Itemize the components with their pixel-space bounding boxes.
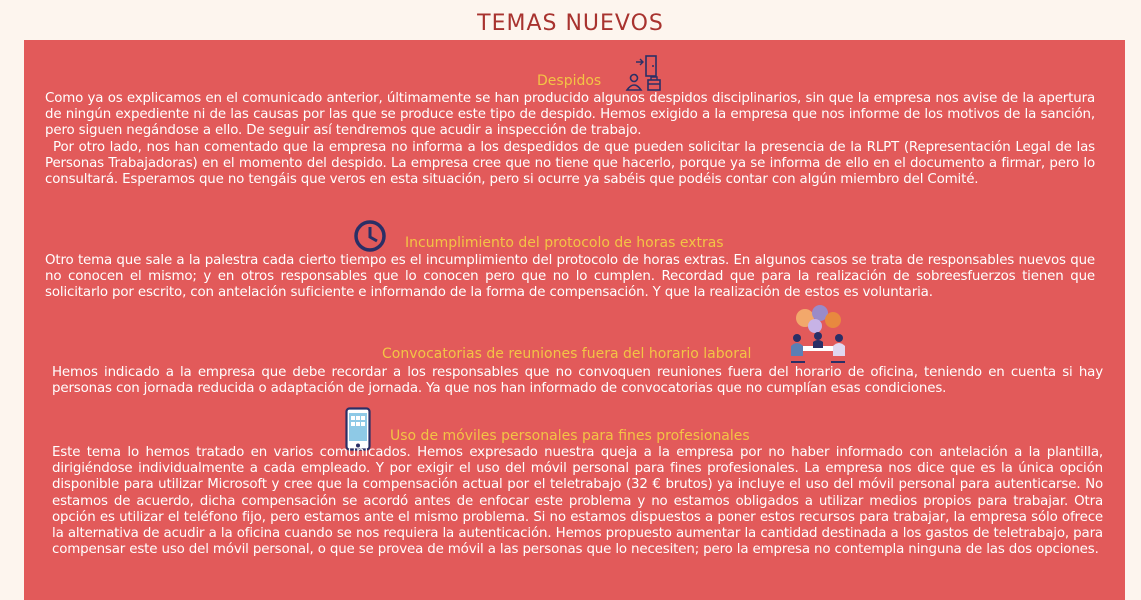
- section-body-horas-extras: [45, 253, 1095, 302]
- layoff-person-door-icon: [622, 54, 666, 94]
- section-body-despidos: [45, 91, 1095, 188]
- paragraph: Como ya os explicamos en el comunicado anterior, últimamente se han producido algunos despidos disciplinarios, sin que la empresa nos avise de la apertura de ningún expediente ni de las causas por las que se produce este tipo de despido. Hemos exigido a la empresa que nos informe de los motivos de la sanción, pero siguen negándose a ello. De seguir así tendremos que acudir a inspección de trabajo.: [45, 91, 1095, 139]
- paragraph: Este tema lo hemos tratado en varios comunicados. Hemos expresado nuestra queja a la empresa por no haber informado con antelación a la plantilla, dirigiéndose individualmente a cada empleado. Y por exigir el uso del móvil personal para fines profesionales. La empresa nos dice que es la única opción disponible para utilizar Microsoft y cree que la compensación actual por el teletrabajo (32 € brutos) ya incluye el uso del móvil personal para autenticarse. No estamos de acuerdo, dicha compensación se acordó antes de enfocar este problema y no estamos obligados a utilizar medios propios para trabajar. Otra opción es utilizar el teléfono fijo, pero estamos ante el mismo problema. Si no estamos dispuestos a poner estos recursos para trabajar, la empresa sólo ofrece la alternativa de acudir a la oficina cuando se nos requiera la autenticación. Hemos propuesto aumentar la cantidad destinada a los gastos de teletrabajo, para compensar este uso del móvil personal, o que se provea de móvil a las personas que lo necesiten; pero la empresa no contempla ninguna de las dos opciones.: [52, 445, 1103, 558]
- section-heading-reuniones: Convocatorias de reuniones fuera del horario laboral: [382, 346, 752, 362]
- paragraph: Otro tema que sale a la palestra cada cierto tiempo es el incumplimiento del protocolo de horas extras. En algunos casos se trata de responsables nuevos que no conocen el mismo; y en otros responsables que lo conocen pero que no lo cumplen. Recordad que para la realización de sobreesfuerzos tienen que solicitarlo por escrito, con antelación suficiente e informando de la forma de compensación. Y que la realización de estos es voluntaria.: [45, 253, 1095, 301]
- section-heading-horas-extras: Incumplimiento del protocolo de horas extras: [405, 235, 724, 251]
- section-body-moviles: [52, 445, 1103, 558]
- meeting-people-icon: [785, 304, 849, 366]
- paragraph: Por otro lado, nos han comentado que la empresa no informa a los despedidos de que pueden solicitar la presencia de la RLPT (Representación Legal de las Personas Trabajadoras) en el momento del despido. La empresa cree que no tiene que hacerlo, porque ya se informa de ello en el documento a firmar, pero lo consultará. Esperamos que no tengáis que veros en esta situación, pero si ocurre ya sabéis que podéis contar con algún miembro del Comité.: [45, 139, 1095, 188]
- page-title: TEMAS NUEVOS: [477, 11, 664, 36]
- paragraph: Hemos indicado a la empresa que debe recordar a los responsables que no convoquen reuniones fuera del horario de oficina, teniendo en cuenta si hay personas con jornada reducida o adaptación de jornada. Ya que nos han informado de convocatorias que no cumplían esas condiciones.: [52, 365, 1103, 397]
- section-heading-moviles: Uso de móviles personales para fines profesionales: [390, 428, 750, 444]
- section-heading-despidos: Despidos: [537, 73, 602, 89]
- clock-icon: [353, 219, 387, 253]
- content-panel: [24, 40, 1125, 600]
- section-body-reuniones: [52, 365, 1103, 397]
